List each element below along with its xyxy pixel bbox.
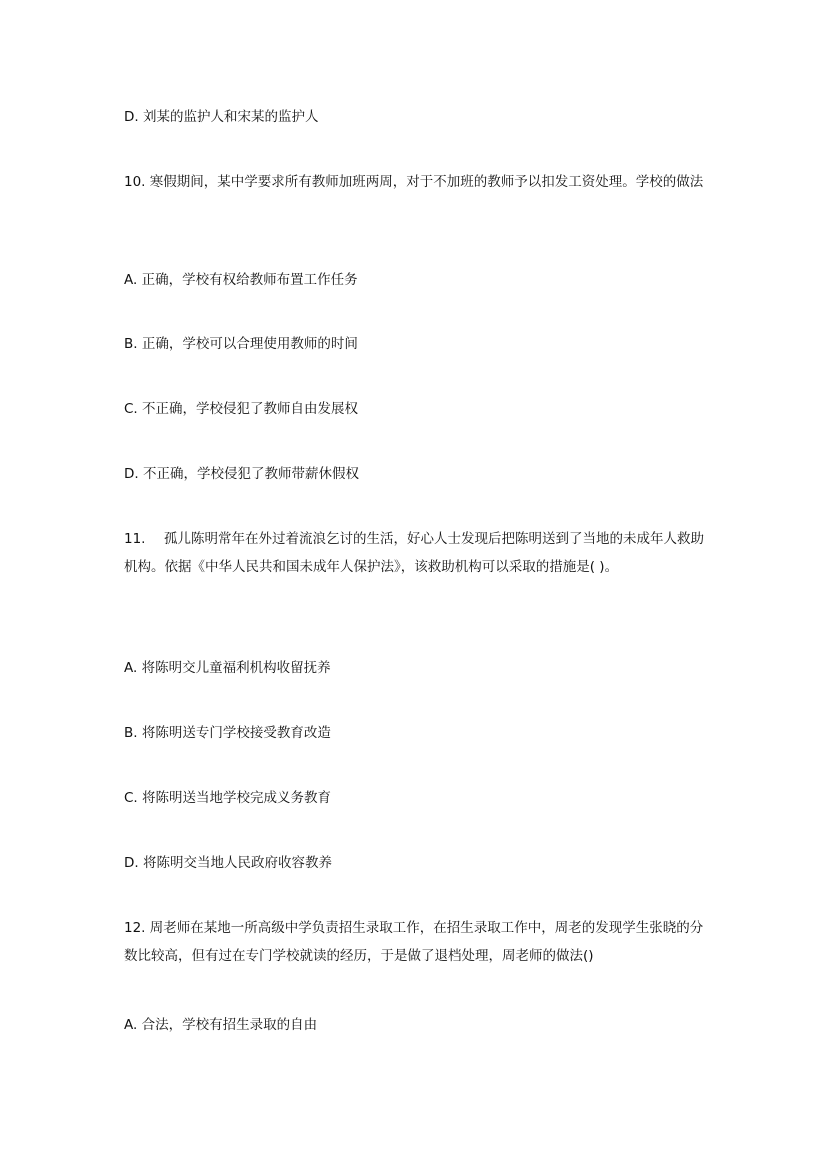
option-11b: B. 将陈明送专门学校接受教育改造	[124, 725, 331, 741]
option-11d: D. 将陈明交当地人民政府收容教养	[124, 855, 332, 871]
option-10b: B. 正确，学校可以合理使用教师的时间	[124, 336, 358, 352]
option-11c: C. 将陈明送当地学校完成义务教育	[124, 790, 332, 806]
option-12a: A. 合法，学校有招生录取的自由	[124, 1017, 318, 1033]
question-12: 12. 周老师在某地一所高级中学负责招生录取工作，在招生录取工作中，周老的发现学生张晓的分数比较高，但有过在专门学校就读的经历，于是做了退档处理，周老师的做法()	[124, 920, 704, 964]
option-10a: A. 正确，学校有权给教师布置工作任务	[124, 272, 358, 288]
option-10c: C. 不正确，学校侵犯了教师自由发展权	[124, 401, 359, 417]
option-11a: A. 将陈明交儿童福利机构收留抚养	[124, 660, 331, 676]
question-11-text: 孤儿陈明常年在外过着流浪乞讨的生活，好心人士发现后把陈明送到了当地的未成年人救助机构。依据《中华人民共和国未成年人保护法》，该救助机构可以采取的措施是( )。	[124, 531, 704, 575]
option-10d: D. 不正确，学校侵犯了教师带薪休假权	[124, 466, 359, 482]
question-11-number: 11.	[124, 531, 146, 547]
question-10: 10. 寒假期间，某中学要求所有教师加班两周，对于不加班的教师予以扣发工资处理。学校的做法	[124, 174, 704, 190]
question-11	[124, 525, 709, 581]
option-9d: D. 刘某的监护人和宋某的监护人	[124, 109, 319, 125]
